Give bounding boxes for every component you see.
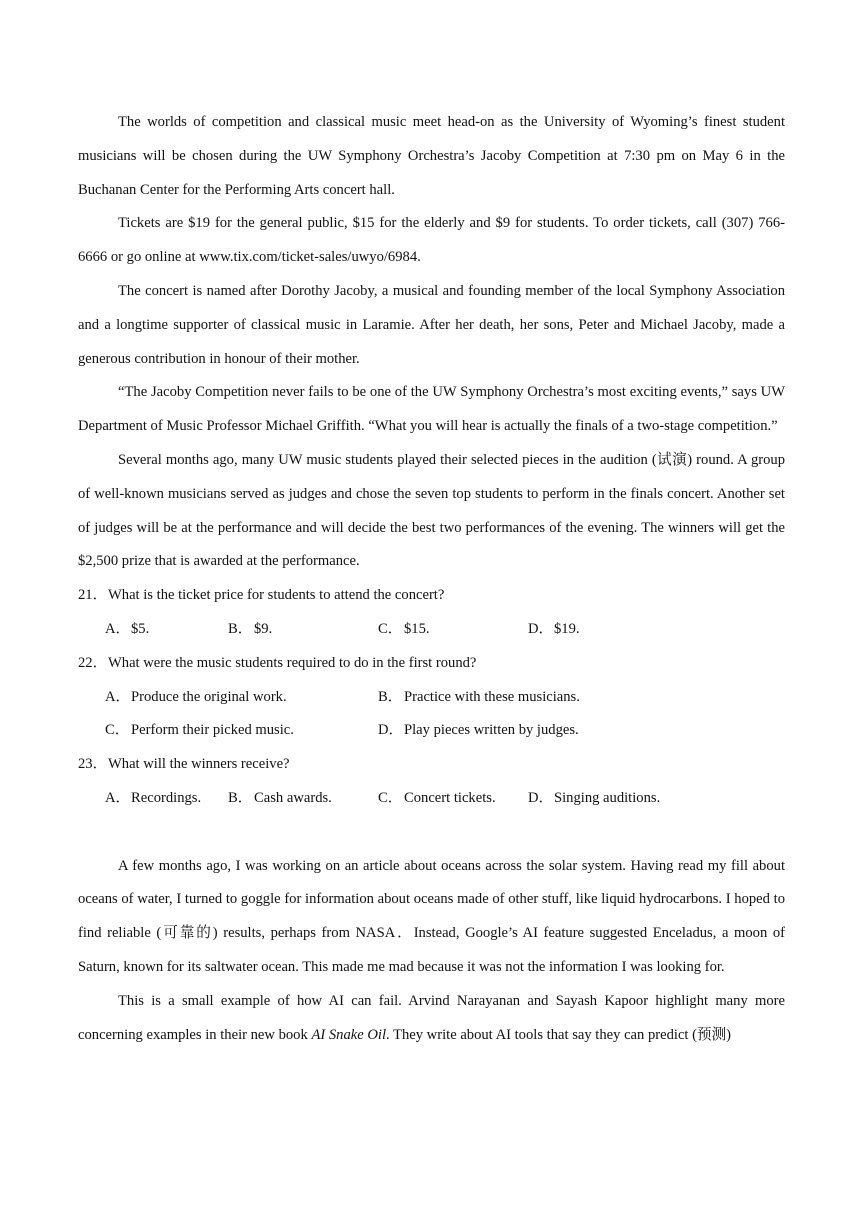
- question-22: [78, 647, 785, 681]
- passage2-paragraph-2: This is a small example of how AI can fail. Arvind Narayanan and Sayash Kapoor highlight many more concerning examples in their new book AI Snake Oil. They write about AI tools that say they can predict (预测): [78, 992, 785, 1043]
- question-number: 21．: [78, 587, 108, 604]
- option-b: B． $9.: [228, 620, 273, 637]
- option-c: C． Concert tickets.: [378, 789, 496, 806]
- question-22-options-row-2: [78, 714, 785, 748]
- question-23-options: [78, 782, 785, 816]
- option-c: C． $15.: [378, 620, 430, 637]
- option-d: D．Singing auditions.: [528, 789, 661, 806]
- passage2-paragraph-1: A few months ago, I was working on an article about oceans across the solar system. Having read my fill about oceans of water, I turned to goggle for information about oceans made of other stuff, like liquid hydrocarbons. I hoped to find reliable (可靠的) results, perhaps from NASA．Instead, Google’s AI feature suggested Enceladus, a moon of Saturn, known for its saltwater ocean. This made me mad because it was not the information I was looking for.: [78, 857, 785, 975]
- option-d: D．Play pieces written by judges.: [378, 722, 579, 739]
- passage1-paragraph-2: Tickets are $19 for the general public, $15 for the elderly and $9 for students. To order tickets, call (307) 766-6666 or go online at www.tix.com/ticket-sales/uwyo/6984.: [78, 215, 785, 266]
- question-22-options-row-1: [78, 681, 785, 715]
- question-21: [78, 579, 785, 613]
- passage1-paragraph-1: The worlds of competition and classical music meet head-on as the University of Wyoming’s finest student musicians will be chosen during the UW Symphony Orchestra’s Jacoby Competition at 7:30 pm on May 6 in the Buchanan Center for the Performing Arts concert hall.: [78, 114, 785, 198]
- option-b: B． Practice with these musicians.: [378, 688, 580, 705]
- passage1-paragraph-5: Several months ago, many UW music students played their selected pieces in the audition (试演) round. A group of well-known musicians served as judges and chose the seven top students to perform in the finals concert. Another set of judges will be at the performance and will decide the best two performances of the evening. The winners will get the $2,500 prize that is awarded at the performance.: [78, 451, 785, 570]
- option-c: C． Perform their picked music.: [105, 722, 294, 739]
- passage1-paragraph-4: “The Jacoby Competition never fails to be one of the UW Symphony Orchestra’s most exciting events,” says UW Department of Music Professor Michael Griffith. “What you will hear is actually the finals of a two-stage competition.”: [78, 384, 785, 435]
- question-text: What were the music students required to do in the first round?: [108, 654, 477, 671]
- question-number: 22．: [78, 654, 108, 671]
- option-b: B． Cash awards.: [228, 789, 332, 806]
- option-d: D．$19.: [528, 620, 580, 637]
- option-a: A．$5.: [105, 620, 150, 637]
- section-spacer: [78, 816, 785, 850]
- question-text: What is the ticket price for students to attend the concert?: [108, 587, 445, 604]
- book-title: AI Snake Oil: [311, 1026, 387, 1043]
- question-21-options: [78, 613, 785, 647]
- question-number: 23．: [78, 756, 108, 773]
- document-page: [78, 106, 785, 1052]
- question-23: [78, 748, 785, 782]
- option-a: A．Recordings.: [105, 789, 202, 806]
- question-text: What will the winners receive?: [108, 756, 290, 773]
- passage1-paragraph-3: The concert is named after Dorothy Jacoby, a musical and founding member of the local Symphony Association and a longtime supporter of classical music in Laramie. After her death, her sons, Peter and Michael Jacoby, made a generous contribution in honour of their mother.: [78, 282, 785, 367]
- option-a: A．Produce the original work.: [105, 688, 287, 705]
